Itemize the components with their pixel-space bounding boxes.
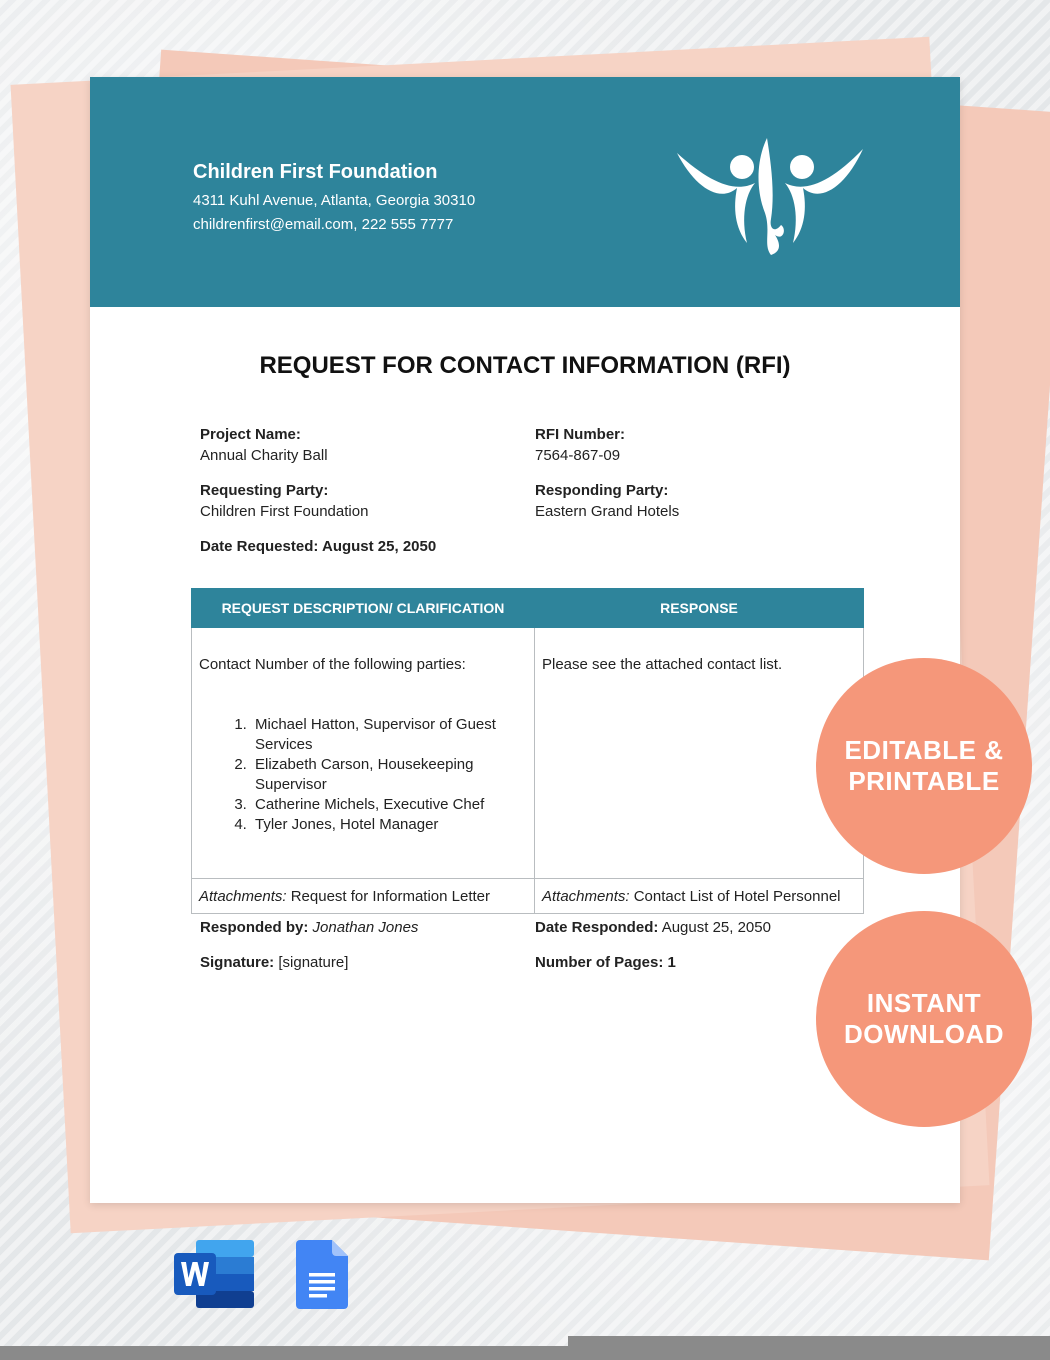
instant-download-badge bbox=[816, 911, 1032, 1127]
attachments-label: Attachments: bbox=[542, 887, 630, 905]
rfi-number-label: RFI Number: bbox=[535, 426, 625, 443]
date-requested-field bbox=[200, 538, 436, 555]
list-item: 2. Elizabeth Carson, Housekeeping Supervisor bbox=[251, 755, 527, 795]
date-responded-field bbox=[535, 919, 771, 936]
responding-party-label: Responding Party: bbox=[535, 482, 669, 499]
document-header bbox=[90, 77, 960, 307]
responding-party-field bbox=[535, 482, 679, 520]
badge-line: PRINTABLE bbox=[848, 766, 1000, 796]
response-attachment-cell bbox=[535, 879, 864, 914]
header-response: RESPONSE bbox=[535, 589, 864, 628]
document-title: REQUEST FOR CONTACT INFORMATION (RFI) bbox=[259, 352, 791, 379]
bottom-bar bbox=[0, 1346, 1050, 1360]
org-contact: childrenfirst@email.com, 222 555 7777 bbox=[193, 216, 454, 233]
badge-line: DOWNLOAD bbox=[844, 1019, 1004, 1049]
two-figures-logo-icon bbox=[675, 133, 865, 263]
project-name-label: Project Name: bbox=[200, 426, 301, 443]
bottom-bar-notch bbox=[568, 1336, 1050, 1360]
pages-field bbox=[535, 954, 676, 971]
request-cell bbox=[192, 628, 535, 879]
pages-label: Number of Pages: bbox=[535, 954, 664, 971]
badge-line: INSTANT bbox=[866, 988, 982, 1018]
requesting-party-label: Requesting Party: bbox=[200, 482, 329, 499]
table-row bbox=[192, 628, 864, 879]
signature-field bbox=[200, 954, 348, 971]
project-name-value: Annual Charity Ball bbox=[200, 447, 328, 464]
responded-by-value: Jonathan Jones bbox=[312, 919, 419, 936]
list-item: 4. Tyler Jones, Hotel Manager bbox=[251, 815, 527, 835]
response-attachment: Contact List of Hotel Personnel bbox=[633, 887, 841, 905]
list-item: 3. Catherine Michels, Executive Chef bbox=[251, 795, 527, 815]
signature-label: Signature: bbox=[200, 954, 275, 971]
attachments-label: Attachments: bbox=[199, 887, 287, 905]
date-requested-label: Date Requested: bbox=[200, 538, 319, 555]
microsoft-word-icon bbox=[174, 1240, 254, 1308]
responded-by-field bbox=[200, 919, 418, 936]
table-row bbox=[192, 879, 864, 914]
badge-line: EDITABLE & bbox=[844, 735, 1004, 765]
requesting-party-field bbox=[200, 482, 368, 520]
project-name-field bbox=[200, 426, 328, 464]
requesting-party-value: Children First Foundation bbox=[200, 503, 369, 520]
response-cell: Please see the attached contact list. bbox=[535, 628, 864, 879]
org-address: 4311 Kuhl Avenue, Atlanta, Georgia 30310 bbox=[193, 192, 476, 209]
pages-value: 1 bbox=[667, 954, 676, 971]
request-attachment: Request for Information Letter bbox=[290, 887, 490, 905]
responding-party-value: Eastern Grand Hotels bbox=[535, 503, 680, 520]
date-responded-label: Date Responded: bbox=[535, 919, 659, 936]
editable-printable-badge bbox=[816, 658, 1032, 874]
org-name: Children First Foundation bbox=[193, 161, 438, 183]
google-docs-icon bbox=[296, 1240, 348, 1309]
rfi-number-field bbox=[535, 426, 625, 464]
rfi-table bbox=[191, 588, 864, 914]
request-intro: Contact Number of the following parties: bbox=[199, 656, 466, 673]
table-header-row bbox=[192, 589, 864, 628]
date-requested-value: August 25, 2050 bbox=[321, 538, 437, 555]
parties-list bbox=[199, 715, 527, 835]
signature-value: [signature] bbox=[278, 954, 349, 971]
rfi-number-value: 7564-867-09 bbox=[535, 447, 621, 464]
responded-by-label: Responded by: bbox=[200, 919, 309, 936]
date-responded-value: August 25, 2050 bbox=[661, 919, 771, 936]
header-request-description: REQUEST DESCRIPTION/ CLARIFICATION bbox=[192, 589, 535, 628]
request-attachment-cell bbox=[192, 879, 535, 914]
list-item: 1. Michael Hatton, Supervisor of Guest Services bbox=[251, 715, 527, 755]
